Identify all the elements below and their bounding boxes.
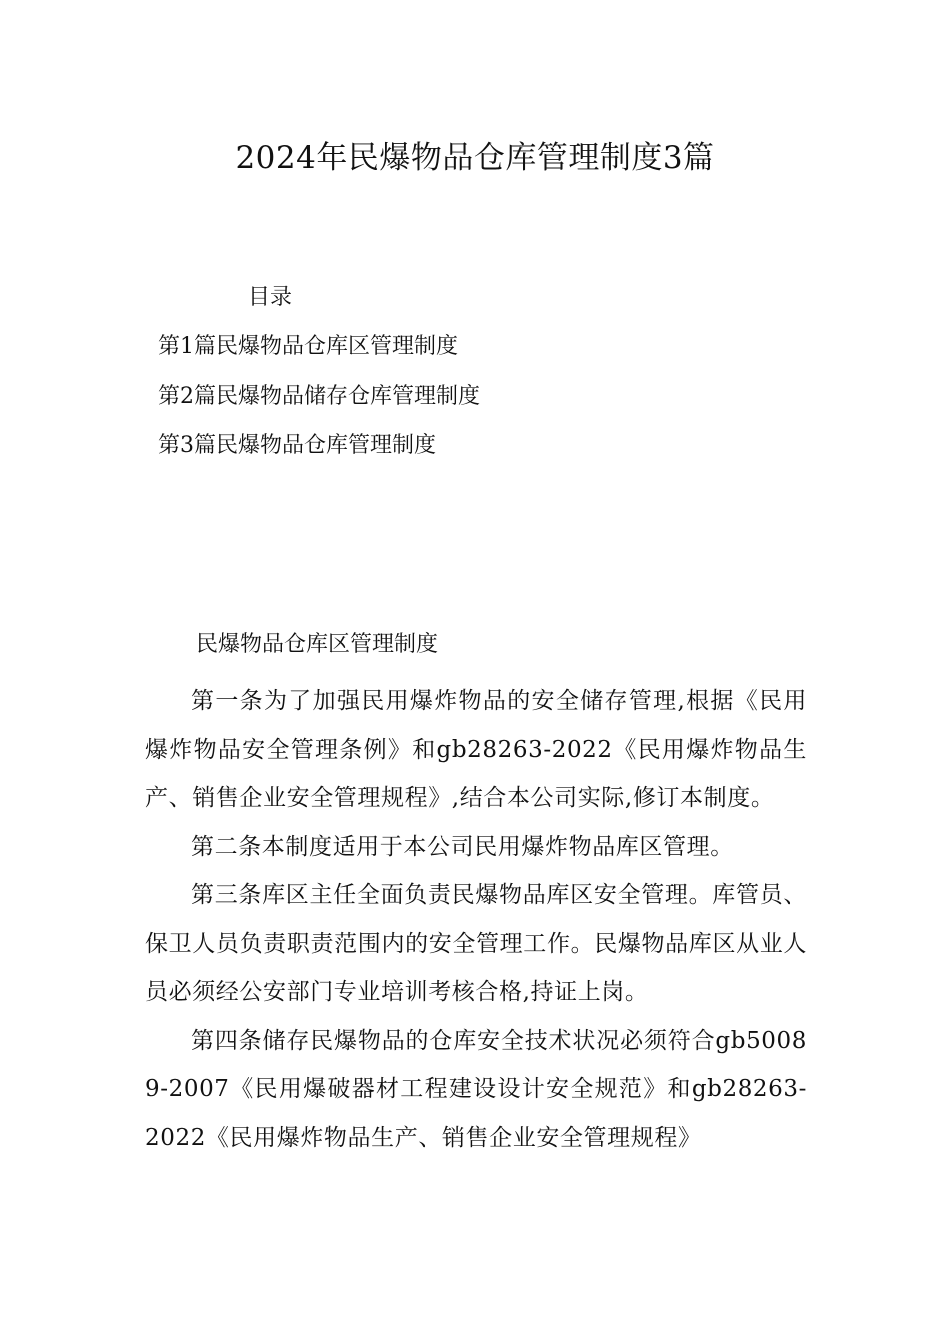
toc-item-1: 第1篇民爆物品仓库区管理制度 <box>158 334 458 359</box>
paragraph-article-3: 第三条库区主任全面负责民爆物品库区安全管理。库管员、保卫人员负责职责范围内的安全管理工作。民爆物品库区从业人员必须经公安部门专业培训考核合格,持证上岗。 <box>145 882 807 1005</box>
paragraph-article-2: 第二条本制度适用于本公司民用爆炸物品库区管理。 <box>191 833 734 860</box>
section-body <box>145 677 807 1162</box>
toc-heading: 目录 <box>248 285 293 310</box>
toc-list <box>158 332 480 481</box>
paragraph-article-1: 第一条为了加强民用爆炸物品的安全储存管理,根据《民用爆炸物品安全管理条例》和gb28263-2022《民用爆炸物品生产、销售企业安全管理规程》,结合本公司实际,修订本制度。 <box>145 688 807 811</box>
toc-item-3: 第3篇民爆物品仓库管理制度 <box>158 433 436 458</box>
section-title: 民爆物品仓库区管理制度 <box>196 632 439 657</box>
paragraph-article-4: 第四条储存民爆物品的仓库安全技术状况必须符合gb50089-2007《民用爆破器材工程建设设计安全规范》和gb28263-2022《民用爆炸物品生产、销售企业安全管理规程》 <box>145 1027 807 1151</box>
document-title: 2024年民爆物品仓库管理制度3篇 <box>235 140 715 176</box>
toc-item-2: 第2篇民爆物品储存仓库管理制度 <box>158 383 480 409</box>
